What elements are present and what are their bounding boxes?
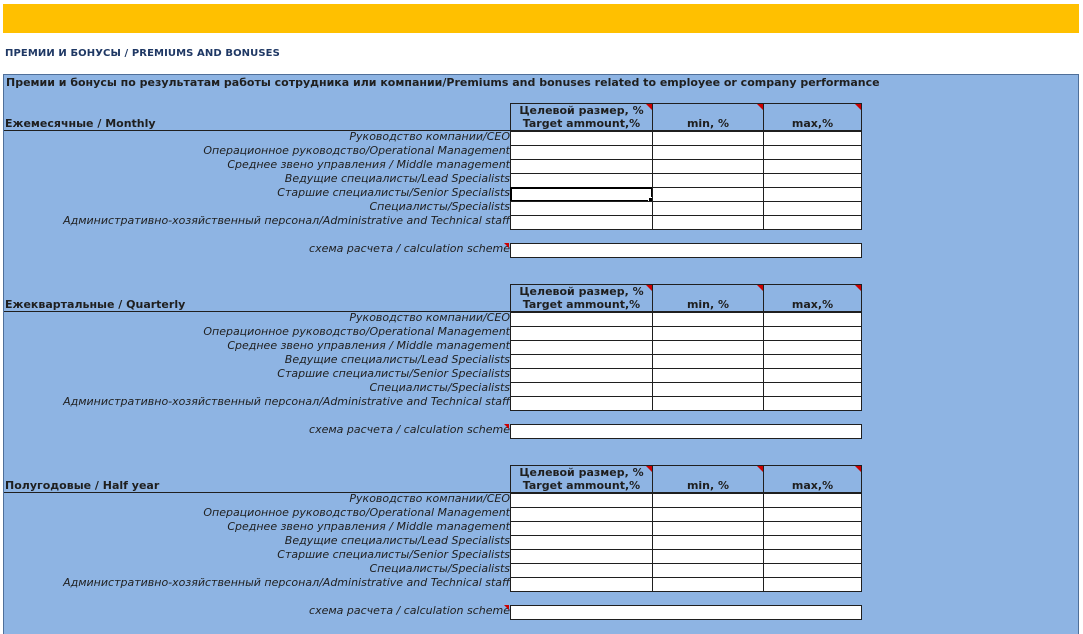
- min-input-middle[interactable]: [652, 159, 764, 174]
- row-label-operational: Операционное руководство/Operational Management: [203, 506, 510, 519]
- max-input-middle[interactable]: [763, 159, 862, 174]
- min-input-ceo[interactable]: [652, 493, 764, 508]
- row-label-senior: Старшие специалисты/Senior Specialists: [277, 367, 510, 380]
- max-input-ceo[interactable]: [763, 312, 862, 327]
- target-input-operational[interactable]: [510, 145, 653, 160]
- target-input-lead[interactable]: [510, 535, 653, 550]
- row-label-lead: Ведущие специалисты/Lead Specialists: [284, 353, 510, 366]
- max-input-ceo[interactable]: [763, 493, 862, 508]
- col-header-target-line2: Target ammount,%: [522, 298, 641, 311]
- section-title: Ежеквартальные / Quarterly: [5, 298, 186, 311]
- col-header-min: [652, 465, 764, 493]
- col-header-target: [510, 284, 653, 312]
- col-header-max-label: max,%: [791, 479, 834, 492]
- col-header-target-line2: Target ammount,%: [522, 117, 641, 130]
- max-input-senior[interactable]: [763, 549, 862, 564]
- min-input-middle[interactable]: [652, 340, 764, 355]
- target-input-senior-selected[interactable]: [510, 187, 653, 202]
- row-label-admin: Административно-хозяйственный персонал/Administrative and Technical staff: [63, 395, 510, 408]
- comment-marker-icon[interactable]: [855, 104, 861, 110]
- target-input-admin[interactable]: [510, 396, 653, 411]
- min-input-ceo[interactable]: [652, 131, 764, 146]
- comment-marker-icon[interactable]: [855, 466, 861, 472]
- row-label-middle: Среднее звено управления / Middle management: [227, 520, 510, 533]
- target-input-ceo[interactable]: [510, 131, 653, 146]
- target-input-admin[interactable]: [510, 215, 653, 230]
- target-input-senior[interactable]: [510, 549, 653, 564]
- target-input-operational[interactable]: [510, 326, 653, 341]
- comment-marker-icon[interactable]: [504, 605, 509, 610]
- max-input-admin[interactable]: [763, 215, 862, 230]
- max-input-lead[interactable]: [763, 173, 862, 188]
- row-label-specialists: Специалисты/Specialists: [369, 562, 510, 575]
- max-input-lead[interactable]: [763, 535, 862, 550]
- section-title: Ежемесячные / Monthly: [5, 117, 156, 130]
- section-title: Полугодовые / Half year: [5, 479, 160, 492]
- min-input-admin[interactable]: [652, 215, 764, 230]
- col-header-max: [763, 284, 862, 312]
- target-input-operational[interactable]: [510, 507, 653, 522]
- col-header-min: [652, 103, 764, 131]
- scheme-input-half-year[interactable]: [510, 605, 862, 620]
- col-header-max-label: max,%: [791, 298, 834, 311]
- min-input-ceo[interactable]: [652, 312, 764, 327]
- comment-marker-icon[interactable]: [504, 424, 509, 429]
- row-label-lead: Ведущие специалисты/Lead Specialists: [284, 534, 510, 547]
- max-input-ceo[interactable]: [763, 131, 862, 146]
- row-label-ceo: Руководство компании/CEO: [349, 492, 510, 505]
- min-input-operational[interactable]: [652, 507, 764, 522]
- min-input-lead[interactable]: [652, 535, 764, 550]
- page-title: ПРЕМИИ И БОНУСЫ / PREMIUMS AND BONUSES: [5, 48, 280, 59]
- max-input-operational[interactable]: [763, 145, 862, 160]
- target-input-ceo[interactable]: [510, 493, 653, 508]
- col-header-max: [763, 465, 862, 493]
- max-input-senior[interactable]: [763, 187, 862, 202]
- min-input-specialists[interactable]: [652, 563, 764, 578]
- comment-marker-icon[interactable]: [504, 243, 509, 248]
- row-label-admin: Административно-хозяйственный персонал/Administrative and Technical staff: [63, 214, 510, 227]
- col-header-target-line2: Target ammount,%: [522, 479, 641, 492]
- col-header-max: [763, 103, 862, 131]
- col-header-min: [652, 284, 764, 312]
- max-input-admin[interactable]: [763, 396, 862, 411]
- col-header-target-line1: Целевой размер, %: [519, 104, 644, 117]
- row-label-senior: Старшие специалисты/Senior Specialists: [277, 548, 510, 561]
- target-input-lead[interactable]: [510, 354, 653, 369]
- row-label-lead: Ведущие специалисты/Lead Specialists: [284, 172, 510, 185]
- target-input-senior[interactable]: [510, 368, 653, 383]
- target-input-admin[interactable]: [510, 577, 653, 592]
- min-input-lead[interactable]: [652, 173, 764, 188]
- panel-caption: Премии и бонусы по результатам работы сотрудника или компании/Premiums and bonuses related to employee or company performance: [6, 76, 880, 89]
- target-input-specialists[interactable]: [510, 382, 653, 397]
- row-label-middle: Среднее звено управления / Middle management: [227, 339, 510, 352]
- max-input-specialists[interactable]: [763, 563, 862, 578]
- row-label-admin: Административно-хозяйственный персонал/Administrative and Technical staff: [63, 576, 510, 589]
- max-input-specialists[interactable]: [763, 382, 862, 397]
- min-input-operational[interactable]: [652, 145, 764, 160]
- col-header-target: [510, 465, 653, 493]
- min-input-lead[interactable]: [652, 354, 764, 369]
- header-banner: [3, 4, 1079, 33]
- target-input-lead[interactable]: [510, 173, 653, 188]
- row-label-specialists: Специалисты/Specialists: [369, 381, 510, 394]
- row-label-specialists: Специалисты/Specialists: [369, 200, 510, 213]
- target-input-middle[interactable]: [510, 521, 653, 536]
- row-label-operational: Операционное руководство/Operational Management: [203, 144, 510, 157]
- max-input-admin[interactable]: [763, 577, 862, 592]
- min-input-admin[interactable]: [652, 396, 764, 411]
- max-input-operational[interactable]: [763, 507, 862, 522]
- max-input-senior[interactable]: [763, 368, 862, 383]
- min-input-middle[interactable]: [652, 521, 764, 536]
- target-input-middle[interactable]: [510, 159, 653, 174]
- min-input-senior[interactable]: [652, 549, 764, 564]
- target-input-ceo[interactable]: [510, 312, 653, 327]
- scheme-label: схема расчета / calculation scheme: [309, 604, 510, 617]
- max-input-middle[interactable]: [763, 521, 862, 536]
- target-input-specialists[interactable]: [510, 201, 653, 216]
- comment-marker-icon[interactable]: [855, 285, 861, 291]
- target-input-middle[interactable]: [510, 340, 653, 355]
- col-header-target-line1: Целевой размер, %: [519, 285, 644, 298]
- scheme-label: схема расчета / calculation scheme: [309, 423, 510, 436]
- min-input-operational[interactable]: [652, 326, 764, 341]
- max-input-middle[interactable]: [763, 340, 862, 355]
- row-label-operational: Операционное руководство/Operational Management: [203, 325, 510, 338]
- section-half-year: [4, 465, 1078, 625]
- max-input-lead[interactable]: [763, 354, 862, 369]
- row-label-senior: Старшие специалисты/Senior Specialists: [277, 186, 510, 199]
- col-header-min-label: min, %: [686, 117, 730, 130]
- min-input-specialists[interactable]: [652, 382, 764, 397]
- max-input-operational[interactable]: [763, 326, 862, 341]
- min-input-senior[interactable]: [652, 368, 764, 383]
- max-input-specialists[interactable]: [763, 201, 862, 216]
- min-input-senior[interactable]: [652, 187, 764, 202]
- bonus-form-panel: [3, 74, 1079, 634]
- min-input-admin[interactable]: [652, 577, 764, 592]
- row-label-ceo: Руководство компании/CEO: [349, 130, 510, 143]
- target-input-specialists[interactable]: [510, 563, 653, 578]
- scheme-label: схема расчета / calculation scheme: [309, 242, 510, 255]
- section-quarterly: [4, 284, 1078, 444]
- row-label-middle: Среднее звено управления / Middle management: [227, 158, 510, 171]
- col-header-target-line1: Целевой размер, %: [519, 466, 644, 479]
- col-header-min-label: min, %: [686, 479, 730, 492]
- row-label-ceo: Руководство компании/CEO: [349, 311, 510, 324]
- min-input-specialists[interactable]: [652, 201, 764, 216]
- col-header-max-label: max,%: [791, 117, 834, 130]
- col-header-min-label: min, %: [686, 298, 730, 311]
- section-monthly: [4, 103, 1078, 263]
- col-header-target: [510, 103, 653, 131]
- scheme-input-quarterly[interactable]: [510, 424, 862, 439]
- scheme-input-monthly[interactable]: [510, 243, 862, 258]
